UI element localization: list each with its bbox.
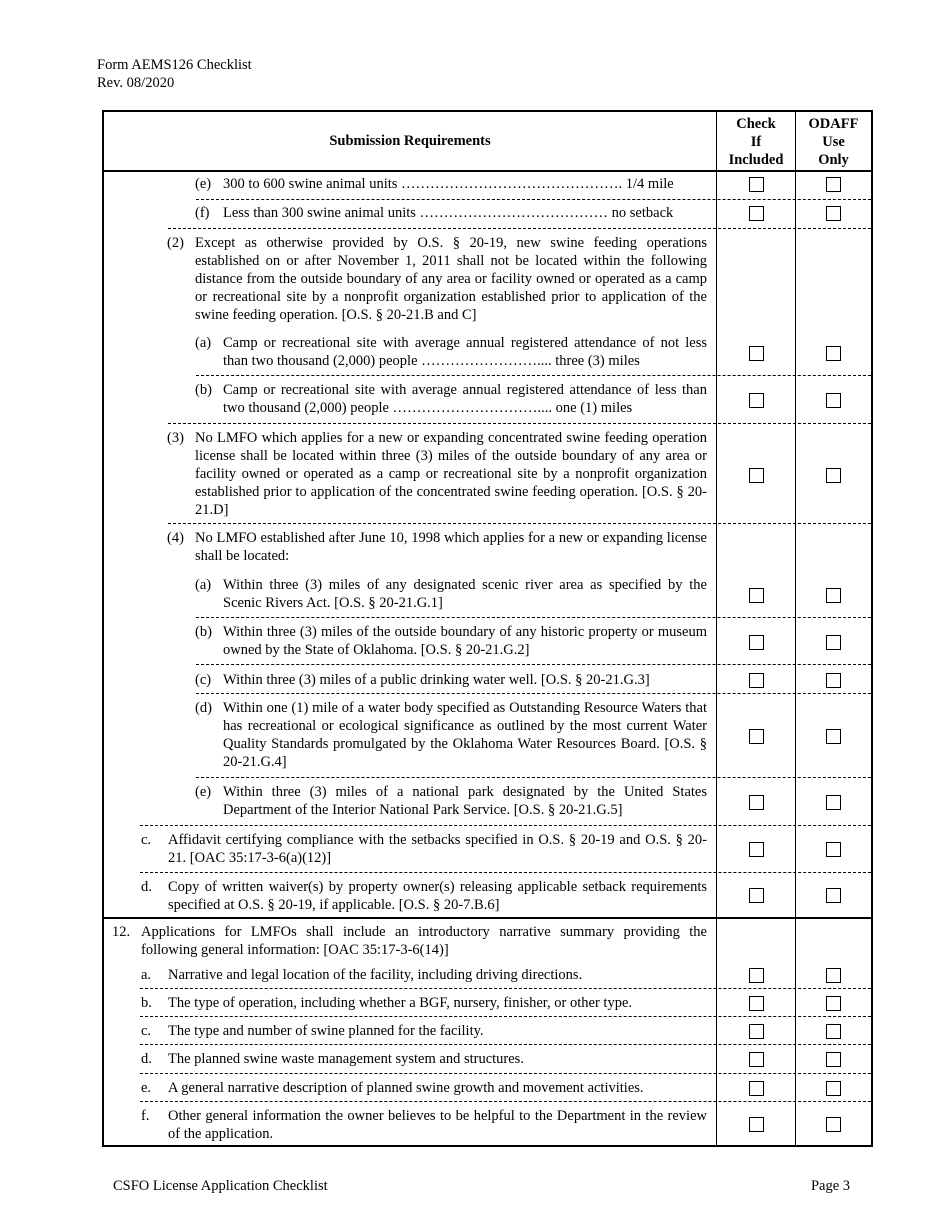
requirement-text: Within three (3) miles of a public drinking water well. [O.S. § 20-21.G.3]	[223, 672, 650, 688]
section-text: Applications for LMFOs shall include an introductory narrative summary providing the following general information: [OAC 35:17-3-6(14)]	[141, 924, 707, 958]
requirement-text: Within three (3) miles of any designated scenic river area as specified by the Scenic Rivers Act. [O.S. § 20-21.G.1]	[223, 577, 707, 611]
footer-title: CSFO License Application Checklist	[113, 1178, 328, 1194]
requirement-text: Within one (1) mile of a water body specified as Outstanding Resource Waters that has recreational or ecological significance as outlined by the most current Water Quality Standards promulgated by the Oklahoma Water Resources Board. [O.S. § 20-21.G.4]	[223, 700, 707, 770]
item-label: d.	[141, 879, 152, 895]
check-included-checkbox[interactable]	[749, 588, 764, 603]
item-label: f.	[141, 1108, 150, 1124]
requirement-text: Less than 300 swine animal units ………………………………… no setback	[223, 205, 674, 221]
requirement-text: The type of operation, including whether a BGF, nursery, finisher, or other type.	[168, 995, 633, 1011]
page-number: Page 3	[810, 1178, 850, 1194]
item-label: (b)	[195, 382, 212, 398]
requirement-text: Within three (3) miles of a national park designated by the United States Department of the Interior National Park Service. [O.S. § 20-21.G.5]	[223, 784, 707, 818]
row-divider	[140, 1044, 871, 1045]
item-label: (b)	[195, 624, 212, 640]
form-number: Form AEMS126 Checklist	[97, 57, 252, 73]
odaff-checkbox[interactable]	[826, 468, 841, 483]
check-included-checkbox[interactable]	[749, 795, 764, 810]
row-divider	[196, 693, 871, 694]
requirement-text: Except as otherwise provided by O.S. § 20-19, new swine feeding operations established on or after November 1, 2011 shall not be located within the following distance from the outside boundary of any area or facility owned or operated as a camp or recreational site by a nonprofit organization established prior to application of the swine feeding operation. [O.S. § 20-21.B and C]	[195, 235, 707, 323]
odaff-checkbox[interactable]	[826, 968, 841, 983]
requirement-text: Copy of written waiver(s) by property owner(s) releasing applicable setback requirements specified at O.S. § 20-19, if applicable. [O.S. § 20-7.B.6]	[168, 879, 707, 913]
odaff-checkbox[interactable]	[826, 1117, 841, 1132]
check-included-checkbox[interactable]	[749, 1024, 764, 1039]
check-included-checkbox[interactable]	[749, 996, 764, 1011]
section-number: 12.	[112, 924, 131, 940]
col-header-check-included	[717, 115, 795, 169]
section-divider	[104, 917, 871, 919]
item-label: (2)	[167, 235, 184, 251]
requirement-text: No LMFO which applies for a new or expanding concentrated swine feeding operation license shall be located within three (3) miles of the outside boundary of any area or facility owned or operated as a camp or recreational site by a nonprofit organization established prior to application of the concentrated swine feeding operation. [O.S. § 20-21.D]	[195, 430, 707, 518]
requirement-text: Camp or recreational site with average annual registered attendance of less than two thousand (2,000) people ………………………….... one (1) miles	[223, 382, 707, 416]
col-header-odaff-line: Only	[818, 152, 849, 168]
odaff-checkbox[interactable]	[826, 393, 841, 408]
row-divider	[168, 423, 871, 424]
check-included-checkbox[interactable]	[749, 888, 764, 903]
column-divider	[716, 112, 717, 1145]
item-label: c.	[141, 1023, 152, 1039]
check-included-checkbox[interactable]	[749, 468, 764, 483]
row-divider	[196, 375, 871, 376]
item-label: d.	[141, 1051, 152, 1067]
item-label: (f)	[195, 205, 210, 221]
odaff-checkbox[interactable]	[826, 1024, 841, 1039]
item-label: (a)	[195, 577, 212, 593]
row-divider	[140, 825, 871, 826]
odaff-checkbox[interactable]	[826, 206, 841, 221]
column-divider	[795, 112, 796, 1145]
row-divider	[196, 617, 871, 618]
requirement-text: Within three (3) miles of the outside boundary of any historic property or museum owned by the State of Oklahoma. [O.S. § 20-21.G.2]	[223, 624, 707, 658]
item-label: (e)	[195, 176, 212, 192]
check-included-checkbox[interactable]	[749, 346, 764, 361]
odaff-checkbox[interactable]	[826, 996, 841, 1011]
check-included-checkbox[interactable]	[749, 673, 764, 688]
item-label: (a)	[195, 335, 212, 351]
odaff-checkbox[interactable]	[826, 177, 841, 192]
requirement-text	[223, 175, 711, 193]
check-included-checkbox[interactable]	[749, 729, 764, 744]
item-label: (e)	[195, 784, 212, 800]
odaff-checkbox[interactable]	[826, 842, 841, 857]
requirement-text: Affidavit certifying compliance with the setbacks specified in O.S. § 20-19 and O.S. § 20-21. [OAC 35:17-3-6(a)(12)]	[168, 832, 707, 866]
col-header-check-line: If	[750, 134, 762, 150]
row-divider	[140, 1101, 871, 1102]
odaff-checkbox[interactable]	[826, 888, 841, 903]
row-divider	[196, 777, 871, 778]
item-label: b.	[141, 995, 152, 1011]
check-included-checkbox[interactable]	[749, 1117, 764, 1132]
requirement-text: The type and number of swine planned for the facility.	[168, 1023, 484, 1039]
requirement-text: The planned swine waste management system and structures.	[168, 1051, 524, 1067]
check-included-checkbox[interactable]	[749, 968, 764, 983]
check-included-checkbox[interactable]	[749, 635, 764, 650]
item-label: (d)	[195, 700, 212, 716]
col-header-odaff-line: Use	[822, 134, 845, 150]
row-divider	[196, 664, 871, 665]
odaff-checkbox[interactable]	[826, 1052, 841, 1067]
check-included-checkbox[interactable]	[749, 842, 764, 857]
odaff-checkbox[interactable]	[826, 346, 841, 361]
row-divider	[140, 988, 871, 989]
odaff-checkbox[interactable]	[826, 1081, 841, 1096]
col-header-check-line: Included	[728, 152, 784, 168]
item-label: e.	[141, 1080, 152, 1096]
col-header-requirements: Submission Requirements	[329, 133, 491, 149]
requirement-text: Other general information the owner believes to be helpful to the Department in the review of the application.	[168, 1108, 707, 1142]
item-label: (3)	[167, 430, 184, 446]
col-header-check-line: Check	[736, 116, 776, 132]
checklist-table	[102, 110, 873, 1147]
row-divider	[140, 872, 871, 873]
item-label: a.	[141, 967, 152, 983]
odaff-checkbox[interactable]	[826, 729, 841, 744]
requirement-text: A general narrative description of planned swine growth and movement activities.	[168, 1080, 644, 1096]
col-header-odaff-line: ODAFF	[808, 116, 859, 132]
odaff-checkbox[interactable]	[826, 673, 841, 688]
odaff-checkbox[interactable]	[826, 588, 841, 603]
row-divider	[140, 1016, 871, 1017]
item-label: (4)	[167, 530, 184, 546]
check-included-checkbox[interactable]	[749, 177, 764, 192]
col-header-odaff-use-only	[796, 115, 871, 169]
form-header	[97, 56, 252, 92]
table-header-row	[104, 112, 871, 172]
requirement-text-span: 300 to 600 swine animal units ………………………………………. 1/4 mile	[223, 176, 674, 192]
check-included-checkbox[interactable]	[749, 206, 764, 221]
row-divider	[168, 228, 871, 229]
check-included-checkbox[interactable]	[749, 393, 764, 408]
row-divider	[140, 1073, 871, 1074]
requirement-text: Narrative and legal location of the facility, including driving directions.	[168, 967, 583, 983]
check-included-checkbox[interactable]	[749, 1081, 764, 1096]
check-included-checkbox[interactable]	[749, 1052, 764, 1067]
item-label: (c)	[195, 672, 212, 688]
form-revision: Rev. 08/2020	[97, 75, 175, 91]
requirement-text: No LMFO established after June 10, 1998 which applies for a new or expanding license shall be located:	[195, 530, 707, 564]
row-divider	[168, 523, 871, 524]
requirement-text: Camp or recreational site with average annual registered attendance of not less than two thousand (2,000) people …………………….... three (3) miles	[223, 335, 707, 369]
odaff-checkbox[interactable]	[826, 795, 841, 810]
odaff-checkbox[interactable]	[826, 635, 841, 650]
row-divider	[196, 199, 871, 200]
item-label: c.	[141, 832, 152, 848]
